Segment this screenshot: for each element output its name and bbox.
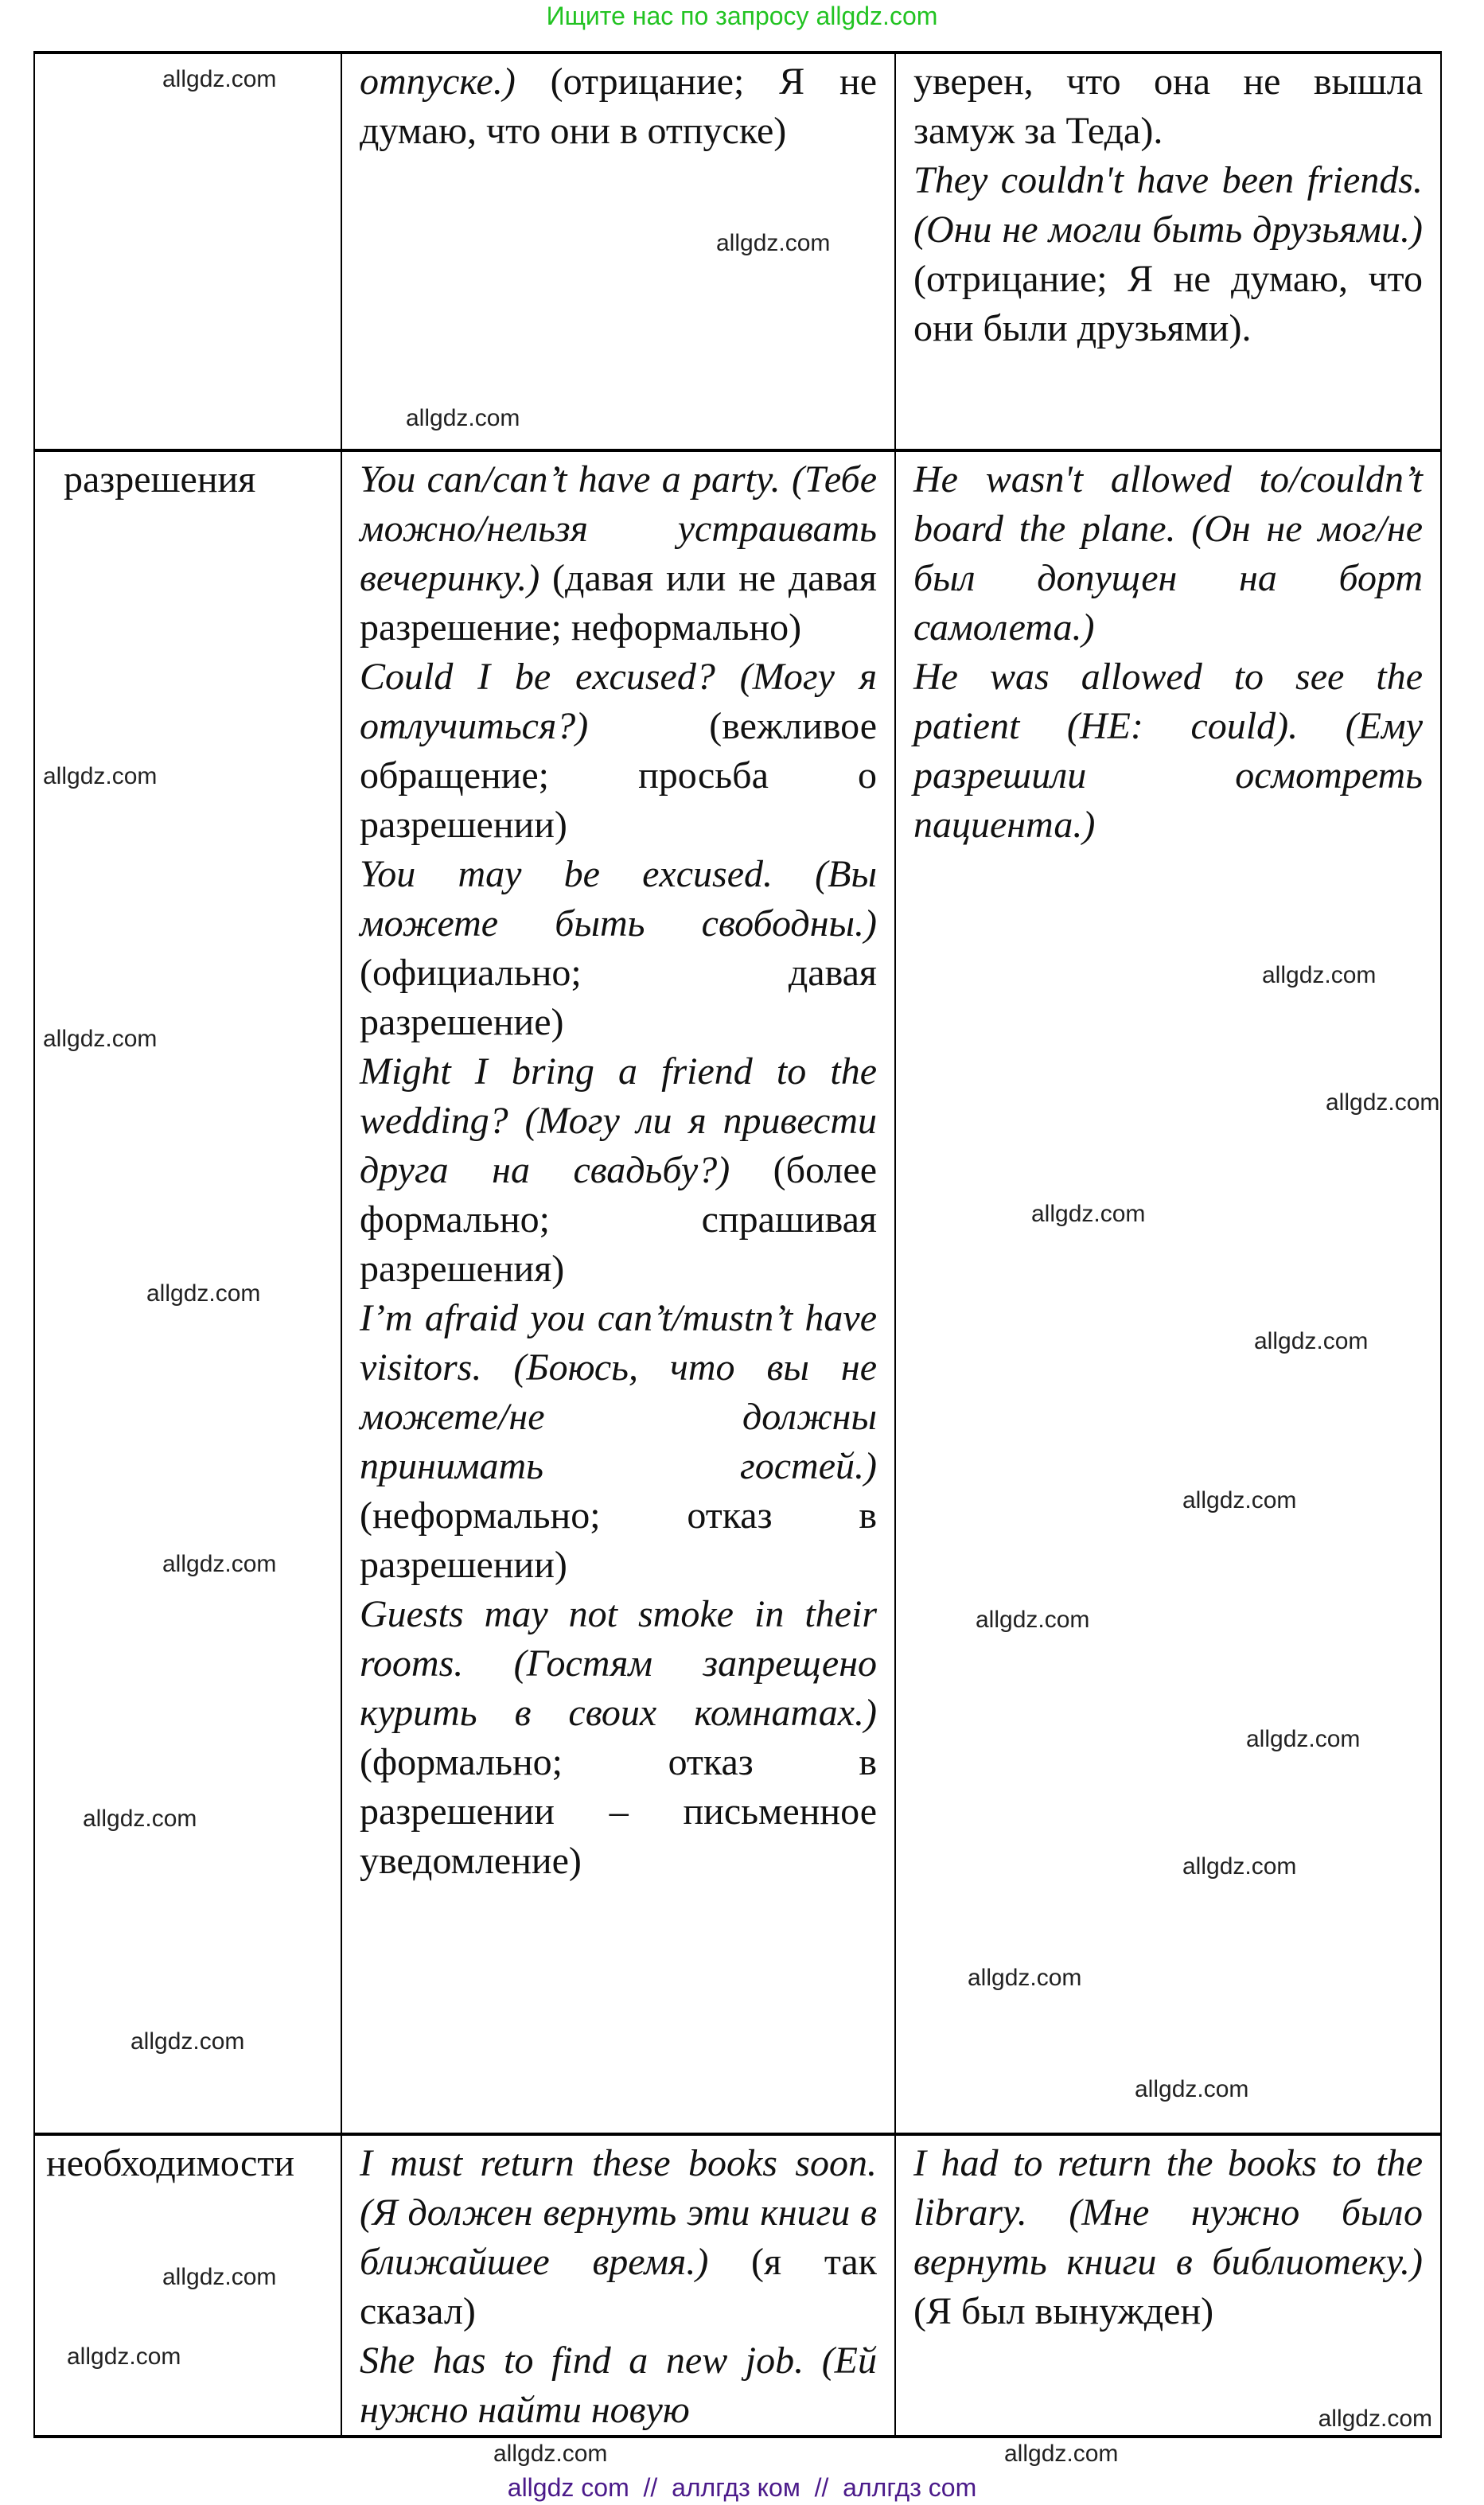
watermark: allgdz.com bbox=[67, 2343, 181, 2370]
watermark: allgdz.com bbox=[43, 763, 158, 789]
example-italic: You can/can’t have a party. (Тебе можно/нельзя устраивать вечеринку.) bbox=[360, 458, 877, 599]
example-note: уверен, что она не вышла замуж за Теда). bbox=[913, 60, 1423, 152]
category-label: необходимости bbox=[46, 2142, 295, 2184]
example-italic: He was allowed to see the patient (НЕ: could). (Ему разрешили осмотреть пациента.) bbox=[913, 656, 1423, 846]
example-italic: You may be excused. (Вы можете быть свободны.) bbox=[360, 853, 877, 945]
watermark: allgdz.com bbox=[162, 2264, 277, 2290]
example-note: (я так сказал) bbox=[360, 2241, 878, 2332]
category-label: разрешения bbox=[64, 458, 256, 501]
past-cell bbox=[895, 2134, 1441, 2437]
watermark: allgdz.com bbox=[1262, 962, 1377, 988]
example-note: (неформально; отказ в разрешении) bbox=[360, 1494, 877, 1586]
example-note: (вежливое обращение; просьба о разрешении) bbox=[360, 705, 877, 846]
example-italic: They couldn't have been friends. (Они не могли быть друзьями.) bbox=[913, 159, 1423, 251]
example-italic: She has to find a new job. (Ей нужно найти новую bbox=[360, 2339, 877, 2431]
example-italic: I must return these books soon. (Я должен вернуть эти книги в ближайшее время.) bbox=[360, 2142, 877, 2283]
table-row bbox=[34, 53, 1441, 450]
watermark: allgdz.com bbox=[43, 1026, 158, 1052]
example-italic: I’m afraid you can’t/mustn’t have visitors. (Боюсь, что вы не можете/не должны принимать гостей.) bbox=[360, 1297, 877, 1487]
example-note: (отрицание; Я не думаю, что они были друзьями). bbox=[913, 258, 1423, 349]
example-italic: Might I bring a friend to the wedding? (Могу ли я привести друга на свадьбу?) bbox=[360, 1050, 877, 1191]
watermark: allgdz.com bbox=[146, 1280, 261, 1307]
bottom-banner[interactable]: allgdz com // аллгдз ком // аллгдз com bbox=[507, 2473, 977, 2502]
example-note: (формально; отказ в разрешении – письменное уведомление) bbox=[360, 1741, 877, 1882]
watermark: allgdz.com bbox=[968, 1965, 1082, 1991]
watermark: allgdz.com bbox=[493, 2441, 608, 2467]
watermark: allgdz.com bbox=[1318, 2406, 1432, 2432]
example-italic: отпуске.) bbox=[360, 60, 516, 103]
watermark: allgdz.com bbox=[1031, 1201, 1146, 1227]
example-italic: He wasn't allowed to/couldn’t board the plane. (Он не мог/не был допущен на борт самолета.) bbox=[913, 458, 1423, 649]
watermark: allgdz.com bbox=[83, 1806, 197, 1832]
watermark-strip bbox=[0, 2438, 1484, 2470]
present-cell bbox=[341, 2134, 895, 2437]
example-note: (отрицание; Я не думаю, что они в отпуске) bbox=[360, 60, 877, 152]
past-cell bbox=[895, 450, 1441, 2134]
example-italic: Could I be excused? (Могу я отлучиться?) bbox=[360, 656, 877, 747]
past-cell bbox=[895, 53, 1441, 450]
example-note: (официально; давая разрешение) bbox=[360, 952, 877, 1043]
watermark: allgdz.com bbox=[162, 1551, 277, 1577]
example-italic: Guests may not smoke in their rooms. (Гостям запрещено курить в своих комнатах.) bbox=[360, 1593, 877, 1734]
watermark: allgdz.com bbox=[976, 1607, 1090, 1633]
present-cell bbox=[341, 53, 895, 450]
watermark: allgdz.com bbox=[1004, 2441, 1119, 2467]
watermark: allgdz.com bbox=[1135, 2076, 1249, 2102]
top-banner[interactable]: Ищите нас по запросу allgdz.com bbox=[546, 2, 938, 30]
category-cell bbox=[34, 450, 341, 2134]
example-note: (Я был вынужден) bbox=[913, 2290, 1214, 2332]
present-cell bbox=[341, 450, 895, 2134]
watermark: allgdz.com bbox=[1182, 1853, 1297, 1880]
table-row bbox=[34, 450, 1441, 2134]
example-italic: I had to return the books to the library. (Мне нужно было вернуть книги в библиотеку.) bbox=[913, 2142, 1423, 2283]
watermark: allgdz.com bbox=[716, 230, 831, 256]
category-cell bbox=[34, 2134, 341, 2437]
example-note: (более формально; спрашивая разрешения) bbox=[360, 1149, 877, 1290]
category-cell bbox=[34, 53, 341, 450]
watermark: allgdz.com bbox=[1182, 1487, 1297, 1514]
table-row bbox=[34, 2134, 1441, 2437]
watermark: allgdz.com bbox=[1254, 1328, 1369, 1354]
modal-verbs-table bbox=[33, 51, 1442, 2438]
watermark: allgdz.com bbox=[130, 2028, 245, 2055]
watermark: allgdz.com bbox=[1326, 1089, 1440, 1116]
watermark: allgdz.com bbox=[1246, 1726, 1361, 1752]
example-note: (давая или не давая разрешение; неформально) bbox=[360, 557, 877, 649]
watermark: allgdz.com bbox=[406, 405, 520, 431]
watermark: allgdz.com bbox=[162, 66, 277, 92]
